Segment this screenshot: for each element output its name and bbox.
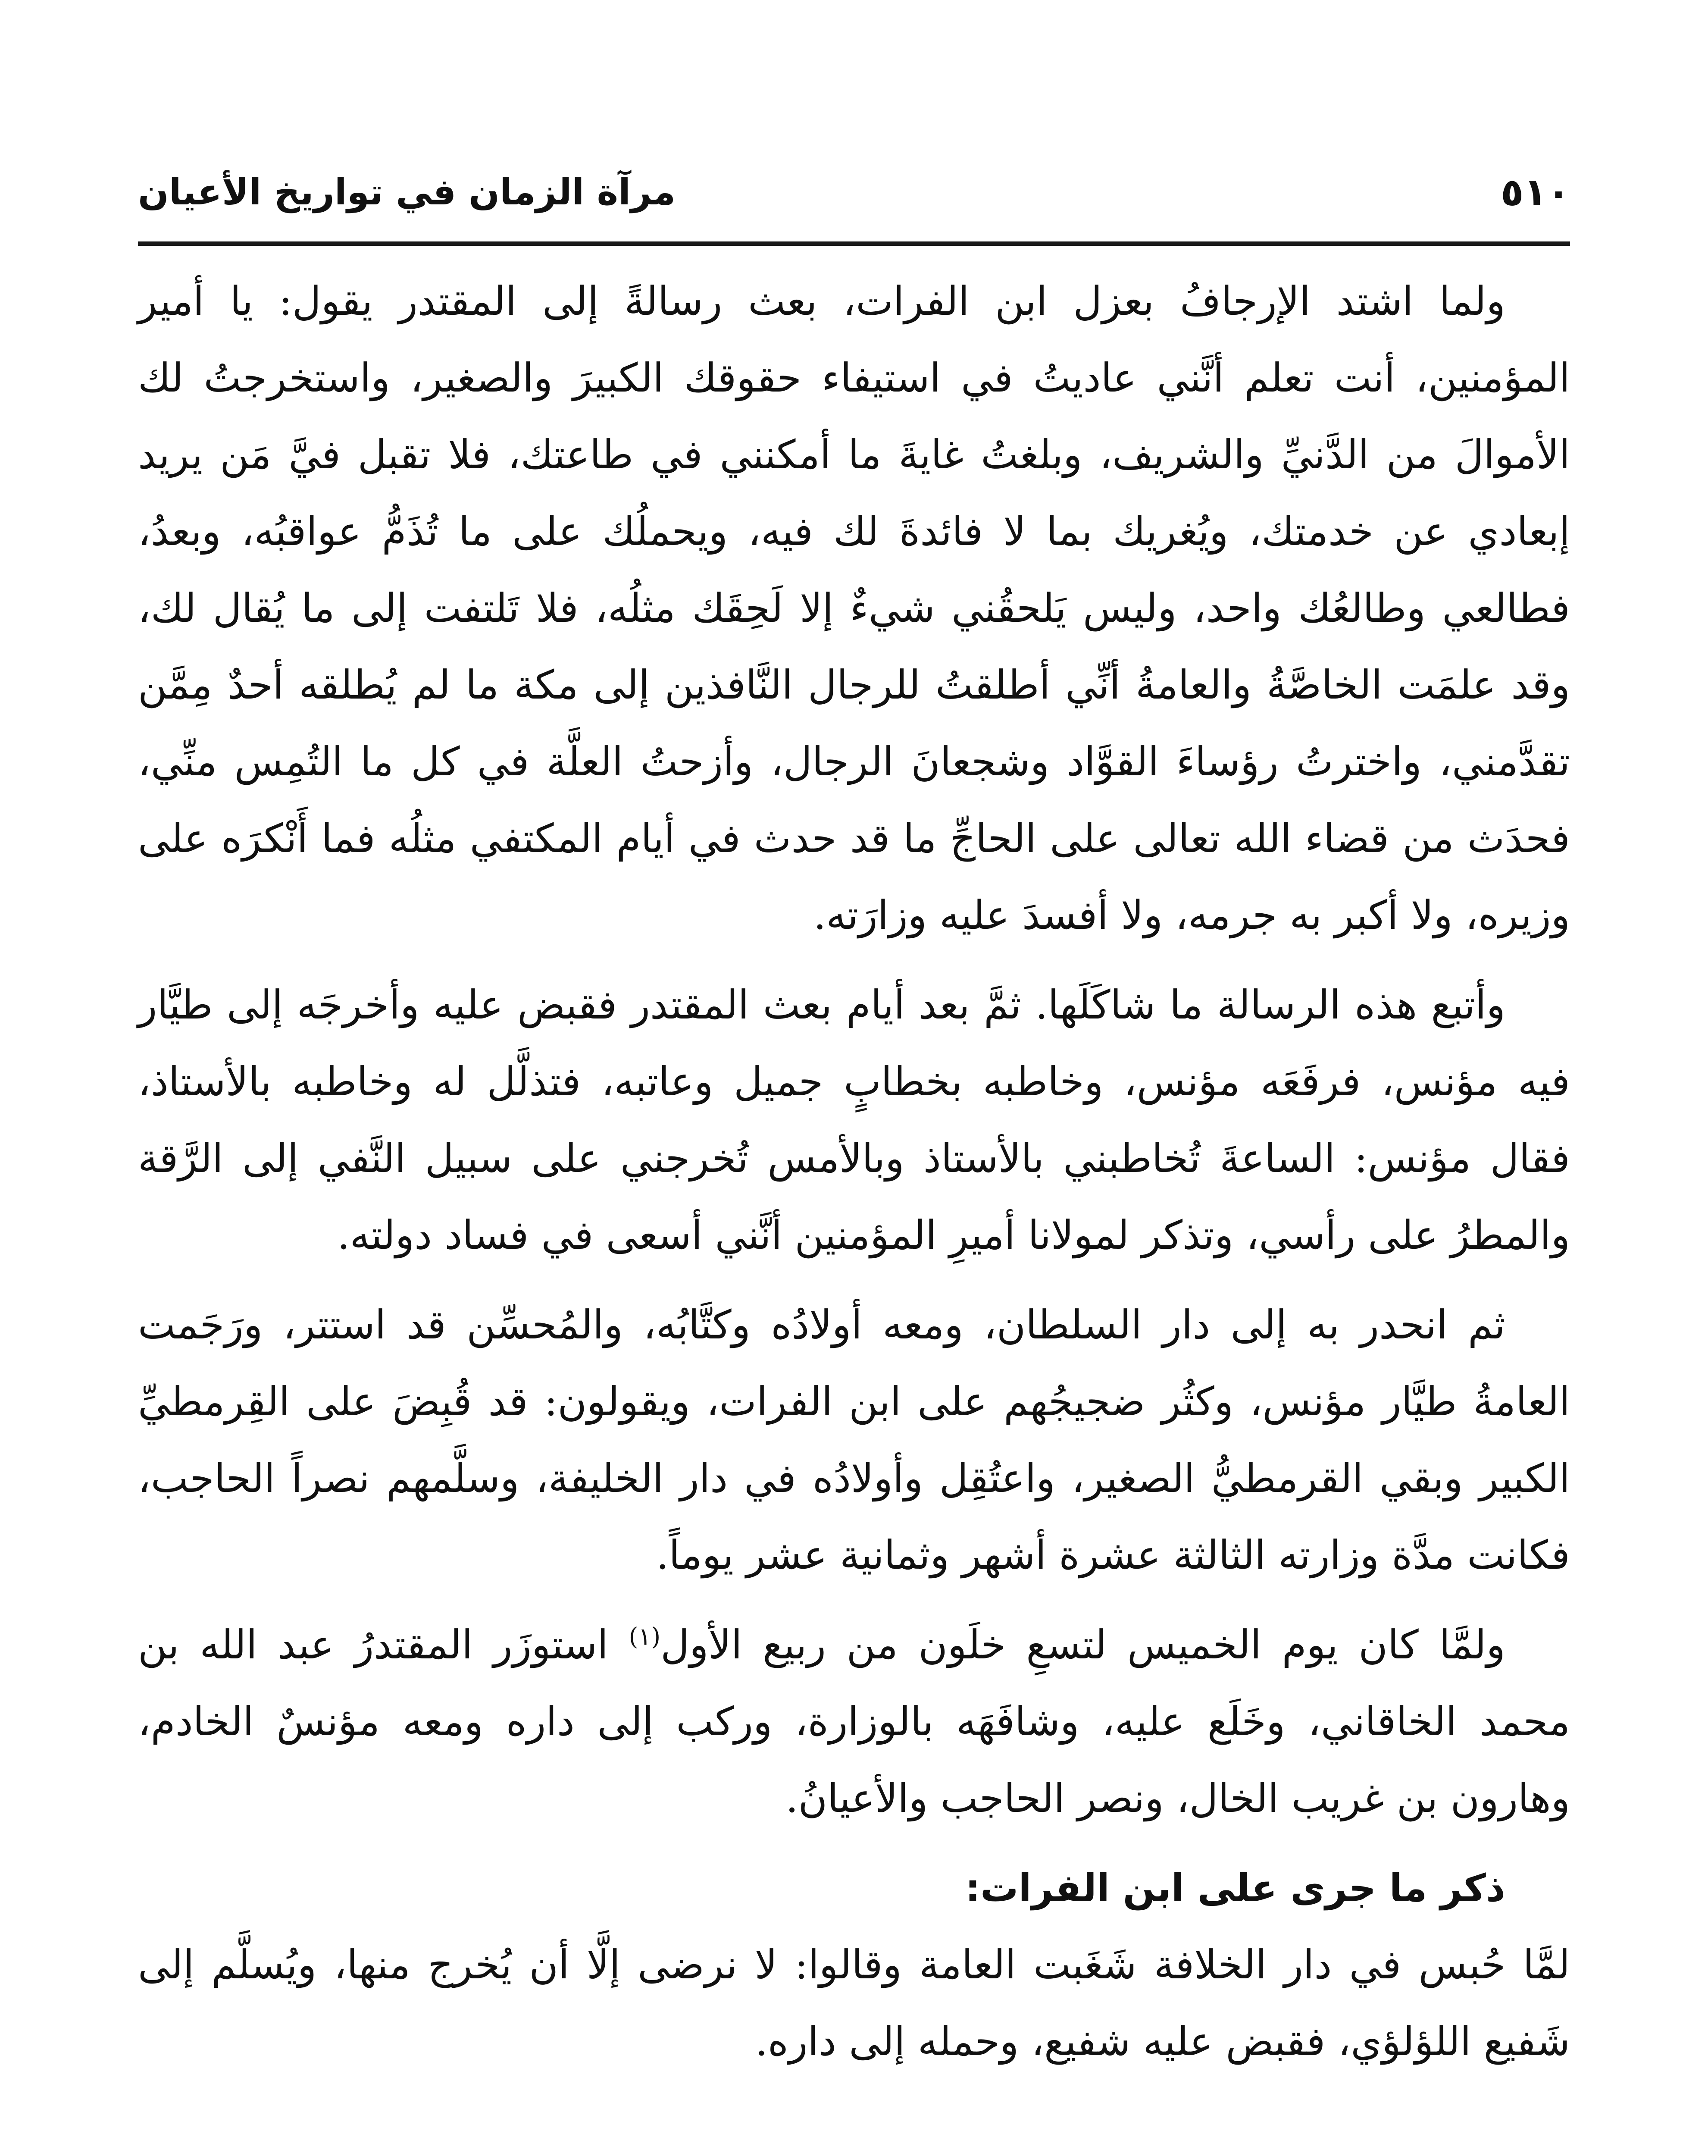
paragraph-new-vizier-rest: استوزَر المقتدرُ عبد الله بن محمد الخاقاني، وخَلَع عليه، وشافَهَه بالوزارة، وركب إلى داره ومعه مؤنسٌ الخادم، وهارون بن غريب الخال، ونصر الحاجب والأعيانُ. — [138, 1622, 1570, 1821]
paragraph-arrest: وأتبع هذه الرسالة ما شاكَلَها. ثمَّ بعد أيام بعث المقتدر فقبض عليه وأخرجَه إلى طيَّار فيه مؤنس، فرفَعَه مؤنس، وخاطبه بخطابٍ جميل وعاتبه، فتذلَّل له وخاطبه بالأستاذ، فقال مؤنس: الساعةَ تُخاطبني بالأستاذ وبالأمس تُخرجني على سبيل النَّفي إلى الرَّقة والمطرُ على رأسي، وتذكر لمولانا أميرِ المؤمنين أنَّني أسعى في فساد دولته. — [138, 982, 1570, 1258]
page-header — [138, 142, 1570, 246]
paragraph-imprisonment: ثم انحدر به إلى دار السلطان، ومعه أولادُه وكتَّابُه، والمُحسِّن قد استتر، ورَجَمت العامةُ طيَّار مؤنس، وكثُر ضجيجُهم على ابن الفرات، ويقولون: قد قُبِضَ على القِرمطيِّ الكبير وبقي القرمطيُّ الصغير، واعتُقِل وأولادُه في دار الخليفة، وسلَّمهم نصراً الحاجب، فكانت مدَّة وزارته الثالثة عشرة أشهر وثمانية عشر يوماً. — [138, 1302, 1570, 1578]
running-title: مرآة الزمان في تواريخ الأعيان — [138, 171, 676, 213]
paragraph-new-vizier — [138, 1607, 1570, 1837]
page-number: ٥١٠ — [1500, 169, 1570, 214]
footnote-reference: (١) — [629, 1623, 661, 1651]
paragraph-section: لمَّا حُبس في دار الخلافة شَغَبت العامة وقالوا: لا نرضى إلَّا أن يُخرج منها، ويُسلَّم إلى شَفيع اللؤلؤي، فقبض عليه شفيع، وحمله إلى داره. — [138, 1942, 1570, 2065]
paragraph-new-vizier-start: ولمَّا كان يوم الخميس لتسعِ خلَون من ربيع الأول — [660, 1622, 1505, 1668]
body-text — [138, 263, 1570, 2093]
paragraph-letter: ولما اشتد الإرجافُ بعزل ابن الفرات، بعث رسالةً إلى المقتدر يقول: يا أمير المؤمنين، أنت تعلم أنَّني عاديتُ في استيفاء حقوقك الكبيرَ والصغير، واستخرجتُ لك الأموالَ من الدَّنيِّ والشريف، وبلغتُ غايةَ ما أمكنني في طاعتك، فلا تقبل فيَّ مَن يريد إبعادي عن خدمتك، ويُغريك بما لا فائدةَ لك فيه، ويحملُك على ما تُذَمُّ عواقبُه، وبعدُ، فطالعي وطالعُك واحد، وليس يَلحقُني شيءٌ إلا لَحِقَك مثلُه، فلا تَلتفت إلى ما يُقال لك، وقد علمَت الخاصَّةُ والعامةُ أنِّي أطلقتُ للرجال النَّافذين إلى مكة ما لم يُطلقه أحدٌ مِمَّن تقدَّمني، واخترتُ رؤساءَ القوَّاد وشجعانَ الرجال، وأزحتُ العلَّة في كل ما التُمِس منِّي، فحدَث من قضاء الله تعالى على الحاجِّ ما قد حدث في أيام المكتفي مثلُه فما أَنْكرَه على وزيره، ولا أكبر به جرمه، ولا أفسدَ عليه وزارَته. — [138, 278, 1570, 938]
section-heading: ذكر ما جرى على ابن الفرات: — [965, 1866, 1505, 1910]
